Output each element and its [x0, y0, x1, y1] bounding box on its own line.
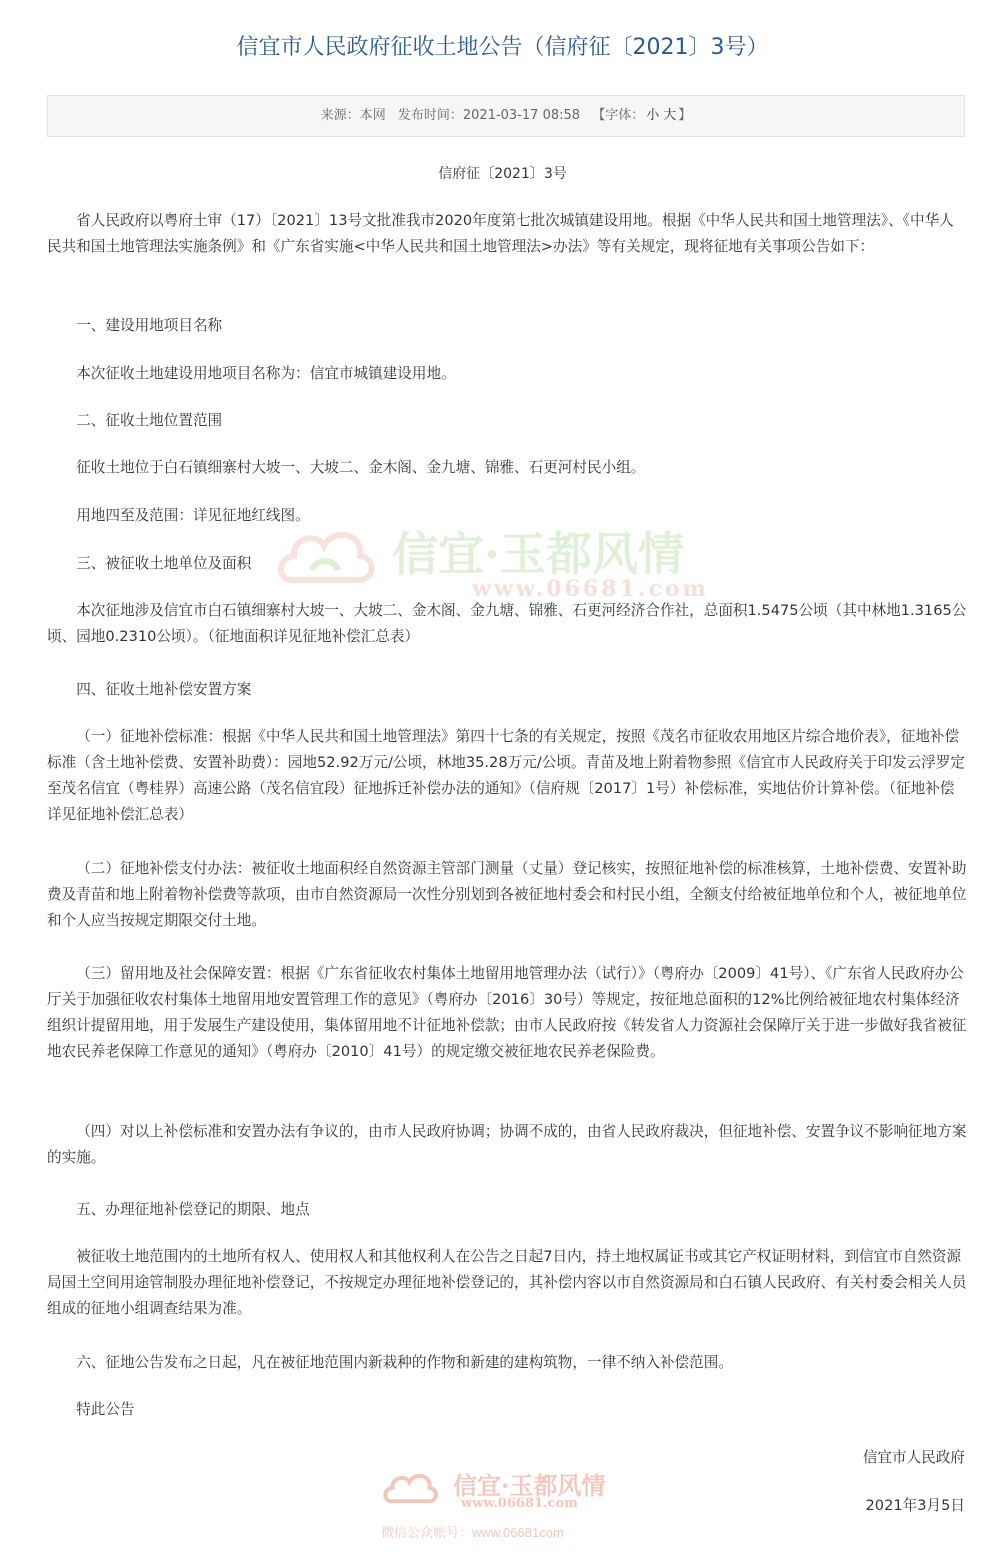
paragraph: 本次征地涉及信宜市白石镇细寨村大坡一、大坡二、金木阁、金九塘、锦雅、石更河经济合作社，总面积1.5475公顷（其中林地1.3165公顷、园地0.2310公顷）。（征地面积详见征地补偿汇总表） [47, 602, 967, 645]
cloud-logo-icon [375, 1462, 447, 1518]
closing-phrase: 特此公告 [76, 1401, 135, 1418]
watermark-bottom [375, 1462, 665, 1548]
signature-org: 信宜市人民政府 [862, 1449, 965, 1466]
paragraph: （三）留用地及社会保障安置：根据《广东省征收农村集体土地留用地管理办法（试行）》（粤府办〔2009〕41号）、《广东省人民政府办公厅关于加强征收农村集体土地留用地安置管理工作的意见》（粤府办〔2016〕30号）等规定，按征地总面积的12%比例给被征地农村集体经济组织计提留用地，用于发展生产建设使用，集体留用地不计征地补偿款；由市人民政府按《转发省人力资源社会保障厅关于进一步做好我省被征地农民养老保障工作意见的通知》（粤府办〔2010〕41号）的规定缴交被征地农民养老保险费。 [47, 965, 967, 1060]
signature-date: 2021年3月5日 [865, 1497, 965, 1514]
font-small-button[interactable]: 小 [646, 108, 660, 123]
page-title: 信宜市人民政府征收土地公告（信府征〔2021〕3号） [236, 35, 769, 60]
heading-section-3: 三、被征收土地单位及面积 [76, 555, 252, 572]
font-size-control [592, 108, 691, 123]
heading-section-1: 一、建设用地项目名称 [76, 317, 223, 334]
publish-time: 发布时间：2021-03-17 08:58 [397, 108, 581, 123]
paragraph-intro: 省人民政府以粤府土审（17）〔2021〕13号文批准我市2020年度第七批次城镇建设用地。根据《中华人民共和国土地管理法》、《中华人民共和国土地管理法实施条例》和《广东省实施<中华人民共和国土地管理法>办法》等有关规定，现将征地有关事项公告如下： [47, 212, 954, 255]
paragraph: （四）对以上补偿标准和安置办法有争议的，由市人民政府协调；协调不成的，由省人民政府裁决，但征地补偿、安置争议不影响征地方案的实施。 [47, 1123, 967, 1166]
watermark-url: www.06681.com [472, 576, 709, 602]
heading-section-4: 四、征收土地补偿安置方案 [76, 681, 252, 698]
heading-section-5: 五、办理征地补偿登记的期限、地点 [76, 1201, 310, 1218]
source-label: 来源：本网 [320, 108, 386, 123]
watermark-brand: 信宜·玉都风情 [392, 527, 685, 581]
font-close: 】 [678, 108, 692, 123]
document-number: 信府征〔2021〕3号 [438, 166, 567, 182]
paragraph: （二）征地补偿支付办法：被征收土地面积经自然资源主管部门测量（丈量）登记核实，按照征地补偿的标准核算，土地补偿费、安置补助费及青苗和地上附着物补偿费等款项，由市自然资源局一次性分别划到各被征地村委会和村民小组，全额支付给被征地单位和个人，被征地单位和个人应当按规定期限交付土地。 [47, 860, 967, 929]
paragraph: 被征收土地范围内的土地所有权人、使用权人和其他权利人在公告之日起7日内，持土地权属证书或其它产权证明材料，到信宜市自然资源局国土空间用途管制股办理征地补偿登记，不按规定办理征地补偿登记的，其补偿内容以市自然资源局和白石镇人民政府、有关村委会相关人员组成的征地小组调查结果为准。 [47, 1248, 967, 1317]
watermark-brand-small: 信宜·玉都风情 [453, 1471, 606, 1500]
watermark-url-small: www.06681.com [461, 1496, 578, 1511]
paragraph: 六、征地公告发布之日起，凡在被征地范围内新栽种的作物和新建的建构筑物，一律不纳入补偿范围。 [76, 1354, 733, 1371]
font-large-button[interactable]: 大 [663, 108, 677, 123]
paragraph: （一）征地补偿标准：根据《中华人民共和国土地管理法》第四十七条的有关规定，按照《茂名市征收农用地区片综合地价表》，征地补偿标准（含土地补偿费、安置补助费）：园地52.92万元/公顷，林地35.28万元/公顷。青苗及地上附着物参照《信宜市人民政府关于印发云浮罗定至茂名信宜（粤桂界）高速公路（茂名信宜段）征地拆迁补偿办法的通知》（信府规〔2017〕1号）补偿标准，实地估价计算补偿。（征地补偿详见征地补偿汇总表） [47, 728, 965, 823]
font-label: 【字体： [592, 108, 645, 123]
heading-section-2: 二、征收土地位置范围 [76, 412, 223, 429]
paragraph: 用地四至及范围：详见征地红线图。 [76, 507, 310, 524]
article-meta-bar [47, 95, 965, 137]
paragraph: 征收土地位于白石镇细寨村大坡一、大坡二、金木阁、金九塘、锦雅、石更河村民小组。 [76, 459, 646, 476]
watermark-wechat: 微信公众帐号：www.06681com [381, 1525, 564, 1540]
paragraph: 本次征收土地建设用地项目名称为：信宜市城镇建设用地。 [76, 365, 456, 382]
